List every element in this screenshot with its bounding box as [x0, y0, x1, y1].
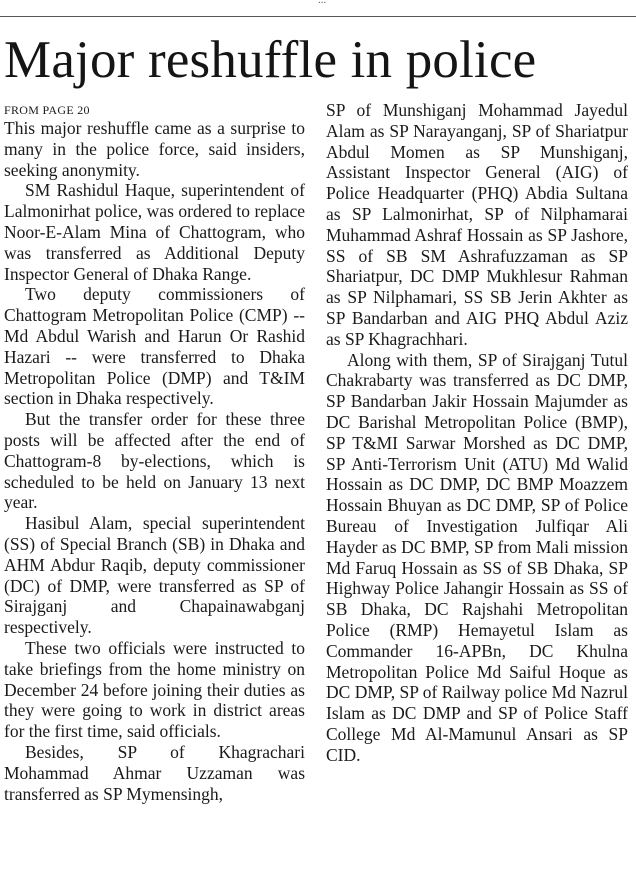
paragraph: SM Rashidul Haque, superintendent of Lalmonirhat police, was ordered to replace Noor-E-Alam Mina of Chattogram, who was transferred as Additional Deputy Inspector General of Dhaka Range.: [4, 180, 305, 284]
top-rule: [0, 16, 636, 17]
paragraph: Two deputy commissioners of Chattogram Metropolitan Police (CMP) -- Md Abdul Warish and Harun Or Rashid Hazari -- were transferred to Dhaka Metropolitan Police (DMP) and T&IM section in Dhaka respectively.: [4, 284, 305, 409]
paragraph: These two officials were instructed to take briefings from the home ministry on December 24 before joining their duties as they were going to work in district areas for the first time, said officials.: [4, 637, 305, 742]
paragraph: But the transfer order for these three posts will be affected after the end of Chattogram-8 by-elections, which is scheduled to be held on January 13 next year.: [4, 409, 305, 513]
continuation-label: FROM PAGE 20: [4, 103, 90, 117]
paragraph: Hasibul Alam, special superintendent (SS) of Special Branch (SB) in Dhaka and AHM Abdur Raqib, deputy commissioner (DC) of DMP, were transferred as SP of Sirajganj and Chapainawabganj respectively.: [4, 513, 305, 638]
headline: Major reshuffle in police: [4, 31, 537, 89]
paragraph: Along with them, SP of Sirajganj Tutul Chakrabarty was transferred as DC DMP, SP Bandarban Jakir Hossain Majumder as DC Barishal Metropolitan Police (BMP), SP T&MI Sarwar Morshed as DC DMP, SP Anti-Terrorism Unit (ATU) Md Walid Hossain as DC DMP, DC BMP Moazzem Hossain Bhuyan as DC DMP, SP of Police Bureau of Investigation Julfiqar Ali Hayder as DC BMP, SP from Mali mission Md Faruq Hossain as SS of SB Dhaka, SP Highway Police Jahangir Hossain as SS of SB Dhaka, DC Rajshahi Metropolitan Police (RMP) Hemayetul Islam as Commander 16-APBn, DC Khulna Metropolitan Police Md Saiful Hoque as DC DMP, SP of Railway police Md Nazrul Islam as DC DMP and SP of Police Staff College Md Al-Mamunul Ansari as SP CID.: [326, 349, 628, 765]
paragraph: Besides, SP of Khagrachari Mohammad Ahmar Uzzaman was transferred as SP Mymensingh,: [4, 741, 305, 804]
paragraph: This major reshuffle came as a surprise to many in the police force, said insiders, seeking anonymity.: [4, 118, 305, 180]
column-left: [4, 100, 305, 804]
paragraph: SP of Munshiganj Mohammad Jayedul Alam as SP Narayanganj, SP of Shariatpur Abdul Momen as SP Munshiganj, Assistant Inspector General (AIG) of Police Headquarter (PHQ) Abdia Sultana as SP Lalmonirhat, SP of Nilphamarai Muhammad Ashraf Hossain as SP Jashore, SS of SB SM Ashrafuzzaman as SP Shariatpur, DC DMP Mukhlesur Rahman as SP Nilphamari, SS SB Jerin Akhter as SP Bandarban and AIG PHQ Abdul Aziz as SP Khagrachhari.: [326, 100, 628, 349]
column-right: [326, 100, 628, 766]
top-strip-text: ...: [318, 0, 327, 6]
